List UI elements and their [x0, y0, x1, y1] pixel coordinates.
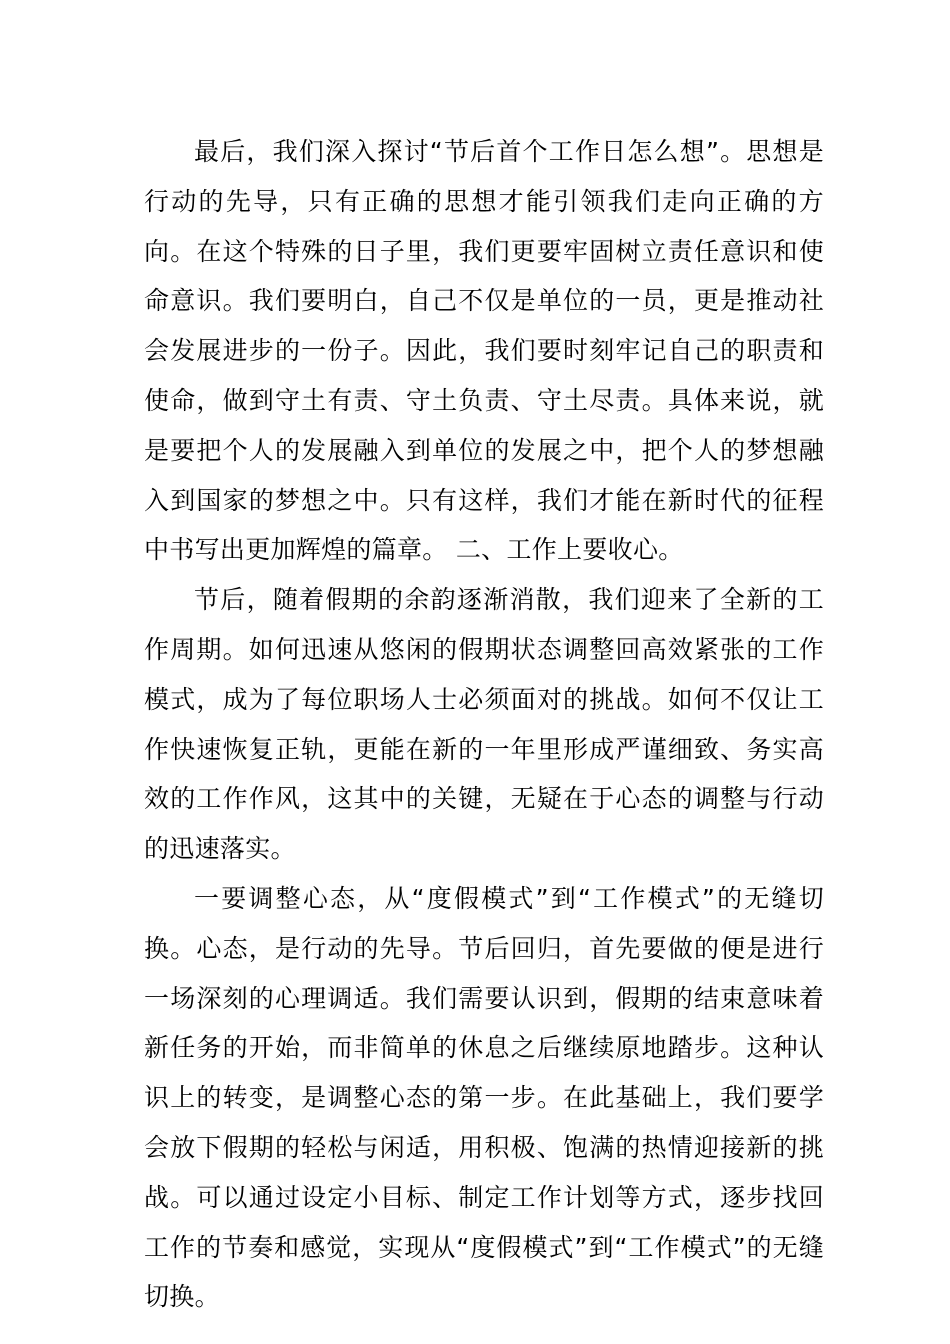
paragraph-2: 节后，随着假期的余韵逐渐消散，我们迎来了全新的工作周期。如何迅速从悠闲的假期状态调整回高效紧张的工作模式，成为了每位职场人士必须面对的挑战。如何不仅让工作快速恢复正轨，更能在新的一年里形成严谨细致、务实高效的工作作风，这其中的关键，无疑在于心态的调整与行动的迅速落实。: [144, 585, 824, 864]
paragraph-1: 最后，我们深入探讨“节后首个工作日怎么想”。思想是行动的先导，只有正确的思想才能引领我们走向正确的方向。在这个特殊的日子里，我们更要牢固树立责任意识和使命意识。我们要明白，自己不仅是单位的一员，更是推动社会发展进步的一份子。因此，我们要时刻牢记自己的职责和使命，做到守土有责、守土负责、守土尽责。具体来说，就是要把个人的发展融入到单位的发展之中，把个人的梦想融入到国家的梦想之中。只有这样，我们才能在新时代的征程中书写出更加辉煌的篇章。 二、工作上要收心。: [144, 137, 824, 565]
paragraph-3: 一要调整心态，从“度假模式”到“工作模式”的无缝切换。心态，是行动的先导。节后回归，首先要做的便是进行一场深刻的心理调适。我们需要认识到，假期的结束意味着新任务的开始，而非简单的休息之后继续原地踏步。这种认识上的转变，是调整心态的第一步。在此基础上，我们要学会放下假期的轻松与闲适，用积极、饱满的热情迎接新的挑战。可以通过设定小目标、制定工作计划等方式，逐步找回工作的节奏和感觉，实现从“度假模式”到“工作模式”的无缝切换。: [144, 883, 824, 1312]
document-body: [144, 127, 824, 1322]
